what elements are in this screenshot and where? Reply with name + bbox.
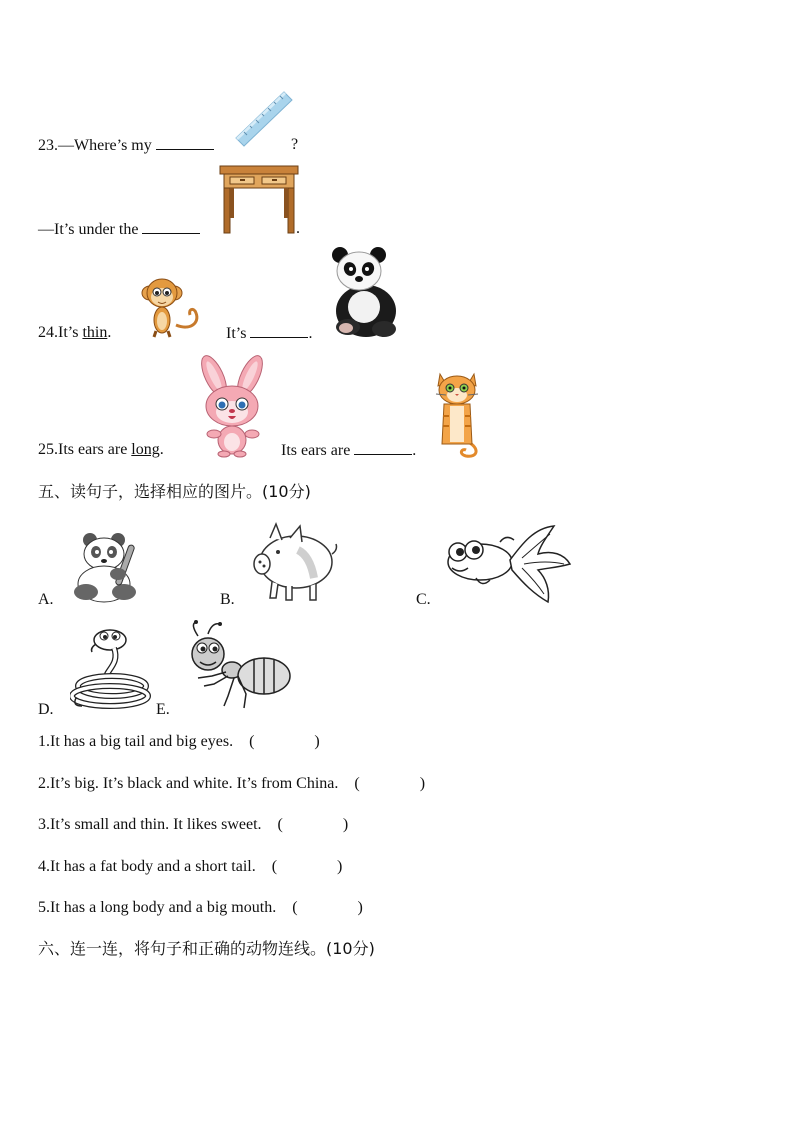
q24-word: thin: [82, 324, 108, 341]
option-e-ant-icon: [184, 620, 294, 712]
q25-prefix: 25.Its ears are: [38, 441, 132, 458]
q24-second-line: [226, 323, 312, 344]
question-4-close-paren: ): [337, 858, 343, 875]
question-2-open-paren: (: [354, 775, 360, 792]
q24-blank[interactable]: [250, 323, 308, 338]
question-5-row: [38, 898, 363, 918]
question-5-open-paren: (: [292, 899, 298, 916]
q24-after: .: [107, 324, 112, 341]
q25-after: .: [159, 441, 164, 458]
section5-title: 五、读句子，选择相应的图片。(10分): [38, 482, 311, 501]
q25-line: [38, 440, 164, 460]
question-4-row: [38, 857, 342, 877]
option-b-pig-icon: [248, 520, 338, 602]
option-a-label: A.: [38, 591, 54, 608]
question-5-close-paren: ): [357, 899, 363, 916]
option-d-snake-icon: [70, 624, 156, 710]
option-c-label: C.: [416, 591, 431, 608]
q25-second: Its ears are: [281, 442, 351, 459]
q23-line1-prefix: 23.—Where’s my: [38, 137, 152, 154]
panda-image: [326, 245, 404, 339]
q24-prefix: 24.It’s: [38, 324, 83, 341]
q23-blank-1[interactable]: [156, 135, 214, 150]
question-2-close-paren: ): [419, 775, 426, 792]
question-5-text: 5.It has a long body and a big mouth.: [38, 899, 277, 916]
q23-line2-end: .: [296, 220, 300, 237]
q23-line2-prefix: —It’s under the: [38, 221, 139, 238]
question-1-row: [38, 732, 320, 752]
option-a-panda-icon: [66, 530, 142, 604]
ruler-image: [232, 88, 294, 148]
q23-line1-end: ?: [291, 136, 299, 153]
question-3-text: 3.It’s small and thin. It likes sweet.: [38, 816, 262, 833]
rabbit-image: [190, 354, 274, 458]
q25-blank[interactable]: [354, 440, 412, 455]
option-c-goldfish-icon: [442, 524, 572, 606]
question-3-close-paren: ): [342, 816, 349, 833]
question-1-close-paren: ): [314, 733, 320, 750]
cat-image: [432, 368, 482, 458]
q25-second-line: [281, 440, 416, 461]
question-1-text: 1.It has a big tail and big eyes.: [38, 733, 234, 750]
q23-blank-2[interactable]: [142, 219, 200, 234]
question-1-open-paren: (: [249, 733, 255, 750]
q24-end: .: [308, 325, 313, 342]
option-e-label: E.: [156, 701, 170, 718]
q24-line: [38, 323, 111, 343]
option-d-label: D.: [38, 701, 54, 718]
question-2-row: [38, 774, 425, 794]
option-b-label: B.: [220, 591, 235, 608]
q23-line1: [38, 135, 214, 156]
question-2-text: 2.It’s big. It’s black and white. It’s from China.: [38, 775, 339, 792]
q25-word: long: [131, 441, 160, 458]
question-3-row: [38, 815, 348, 835]
section6-title: 六、连一连，将句子和正确的动物连线。(10分): [38, 939, 375, 958]
question-4-text: 4.It has a fat body and a short tail.: [38, 858, 256, 875]
q25-end: .: [412, 442, 417, 459]
q23-line2: [38, 219, 200, 240]
question-4-open-paren: (: [271, 858, 278, 875]
desk-image: [218, 163, 300, 235]
q24-second: It’s: [226, 325, 247, 342]
monkey-image: [130, 275, 206, 339]
question-3-open-paren: (: [277, 816, 283, 833]
